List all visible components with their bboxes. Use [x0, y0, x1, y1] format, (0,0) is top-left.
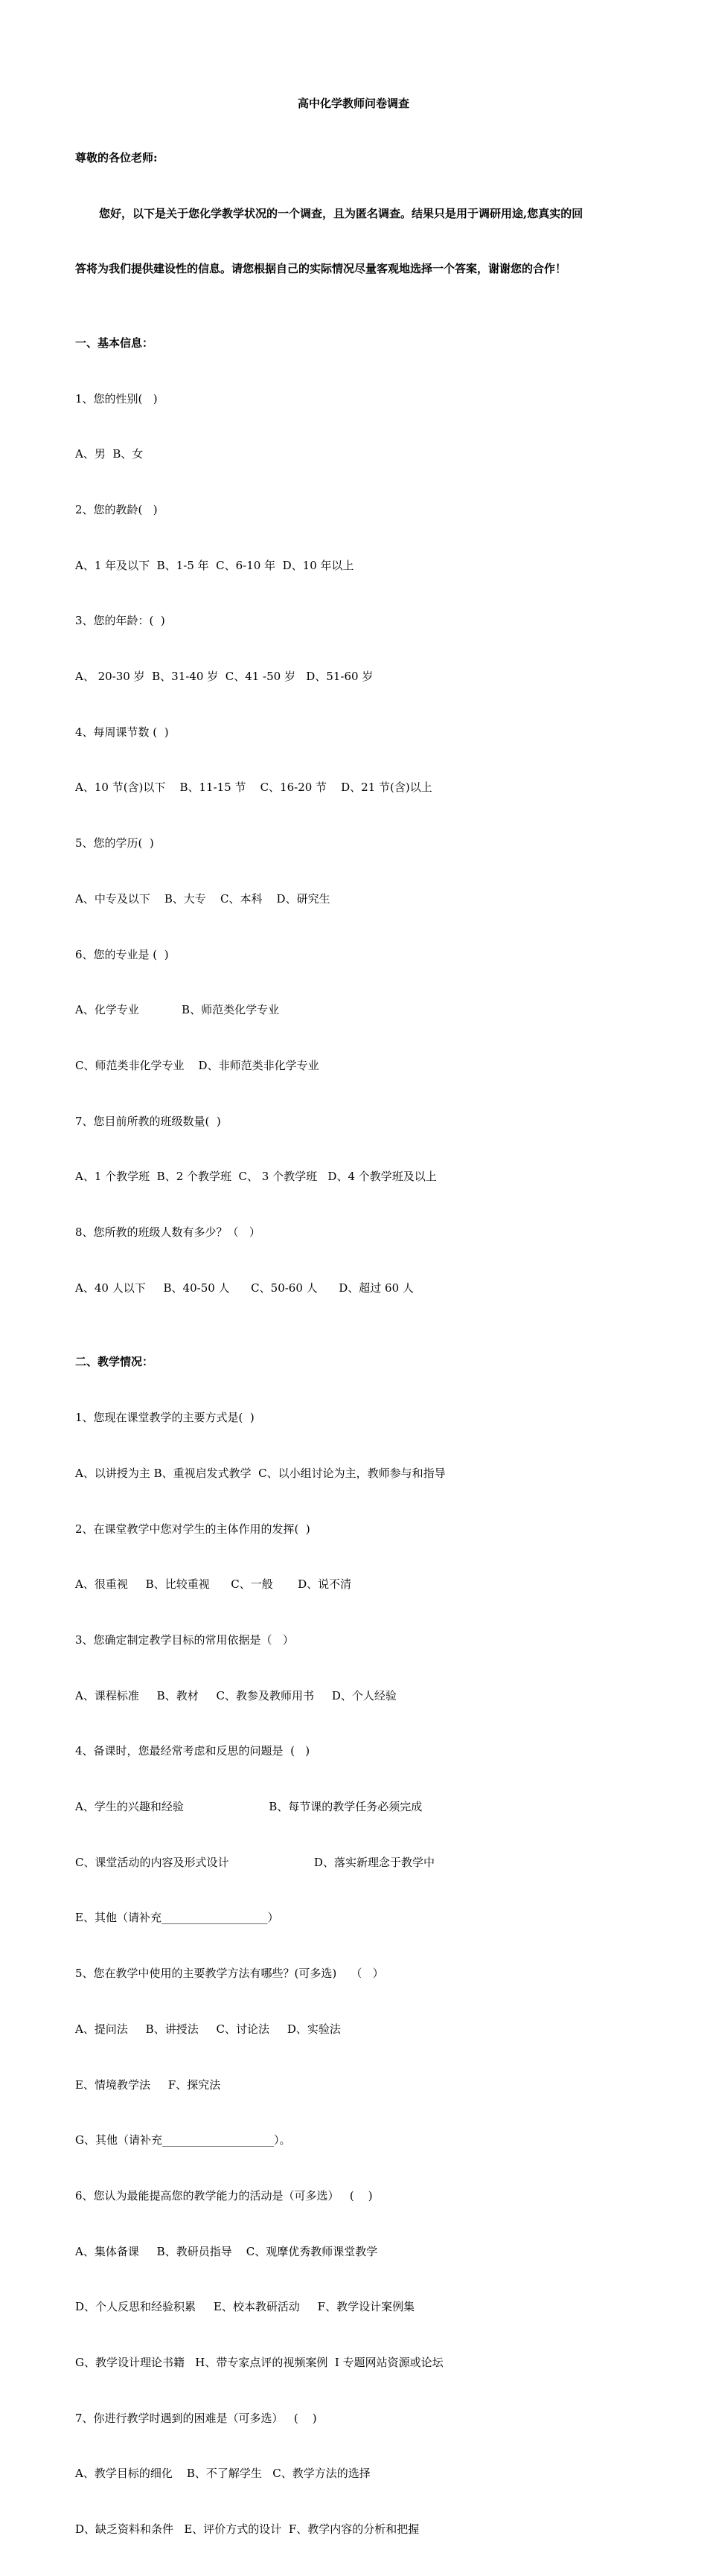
- answer-options-line: E、其他（请补充___________________）: [75, 1911, 279, 1925]
- question-line: 1、您的性别( ): [75, 391, 158, 406]
- greeting: 尊敬的各位老师:: [75, 150, 158, 164]
- answer-options-line: A、1 年及以下 B、1-5 年 C、6-10 年 D、10 年以上: [75, 558, 354, 572]
- answer-options-line: A、提问法 B、讲授法 C、讨论法 D、实验法: [75, 2022, 341, 2036]
- question-line: 5、您在教学中使用的主要教学方法有哪些？(可多选) （ ）: [75, 1967, 384, 1981]
- question-line: 2、您的教龄( ): [75, 502, 158, 516]
- answer-options-line: A、学生的兴趣和经验 B、每节课的教学任务必须完成: [75, 1800, 423, 1814]
- question-line: 3、您确定制定教学目标的常用依据是（ ）: [75, 1633, 294, 1647]
- document-title: 高中化学教师问卷调查: [297, 97, 409, 110]
- question-line: 1、您现在课堂教学的主要方式是( ): [75, 1411, 255, 1425]
- answer-options-line: E、情境教学法 F、探究法: [75, 2077, 221, 2092]
- question-line: 4、备课时，您最经常考虑和反思的问题是 ( ): [75, 1744, 310, 1758]
- answer-options-line: D、个人反思和经验积累 E、校本教研活动 F、教学设计案例集: [75, 2300, 415, 2314]
- question-line: 6、您认为最能提高您的教学能力的活动是（可多选） ( ): [75, 2188, 373, 2202]
- answer-options-line: A、很重视 B、比较重视 C、一般 D、说不清: [75, 1577, 352, 1592]
- answer-options-line: G、其他（请补充____________________）。: [75, 2133, 291, 2147]
- answer-options-line: A、化学专业 B、师范类化学专业: [75, 1003, 280, 1017]
- answer-options-line: C、师范类非化学专业 D、非师范类非化学专业: [75, 1058, 319, 1072]
- answer-options-line: A、集体备课 B、教研员指导 C、观摩优秀教师课堂教学: [75, 2244, 378, 2258]
- answer-options-line: A、1 个教学班 B、2 个教学班 C、 3 个教学班 D、4 个教学班及以上: [75, 1170, 437, 1184]
- answer-options-line: A、以讲授为主 B、重视启发式教学 C、以小组讨论为主，教师参与和指导: [75, 1466, 446, 1480]
- section-heading-basic-info: 一、基本信息：: [75, 336, 154, 350]
- question-line: 6、您的专业是 ( ): [75, 947, 169, 961]
- question-line: 7、您目前所教的班级数量( ): [75, 1114, 221, 1128]
- answer-options-line: G、教学设计理论书籍 H、带专家点评的视频案例 I 专题网站资源或论坛: [75, 2356, 444, 2370]
- answer-options-line: A、男 B、女: [75, 447, 144, 461]
- question-line: 2、在课堂教学中您对学生的主体作用的发挥( ): [75, 1522, 310, 1536]
- intro-paragraph-line: 答将为我们提供建设性的信息。请您根据自己的实际情况尽量客观地选择一个答案，谢谢您的合作！: [75, 262, 567, 276]
- answer-options-line: A、10 节(含)以下 B、11-15 节 C、16-20 节 D、21 节(含)以上: [75, 781, 432, 795]
- answer-options-line: A、课程标准 B、教材 C、教参及教师用书 D、个人经验: [75, 1688, 397, 1702]
- answer-options-line: A、40 人以下 B、40-50 人 C、50-60 人 D、超过 60 人: [75, 1281, 414, 1295]
- question-line: 5、您的学历( ): [75, 836, 154, 850]
- answer-options-line: D、缺乏资料和条件 E、评价方式的设计 F、教学内容的分析和把握: [75, 2522, 420, 2537]
- question-line: 8、您所教的班级人数有多少？（ ）: [75, 1225, 260, 1240]
- intro-paragraph-line: 您好，以下是关于您化学教学状况的一个调查，且为匿名调查。结果只是用于调研用途,您真实的回: [99, 206, 583, 220]
- answer-options-line: A、 20-30 岁 B、31-40 岁 C、41 -50 岁 D、51-60 岁: [75, 670, 374, 684]
- answer-options-line: C、课堂活动的内容及形式设计 D、落实新理念于教学中: [75, 1855, 435, 1869]
- question-line: 4、每周课节数 ( ): [75, 725, 169, 739]
- answer-options-line: A、中专及以下 B、大专 C、本科 D、研究生: [75, 891, 330, 906]
- document-body: [75, 112, 641, 2576]
- section-heading-teaching: 二、教学情况：: [75, 1355, 154, 1369]
- question-line: 7、你进行教学时遇到的困难是（可多选） ( ): [75, 2411, 317, 2425]
- question-line: 3、您的年龄：( ): [75, 614, 165, 628]
- answer-options-line: A、教学目标的细化 B、不了解学生 C、教学方法的选择: [75, 2467, 371, 2481]
